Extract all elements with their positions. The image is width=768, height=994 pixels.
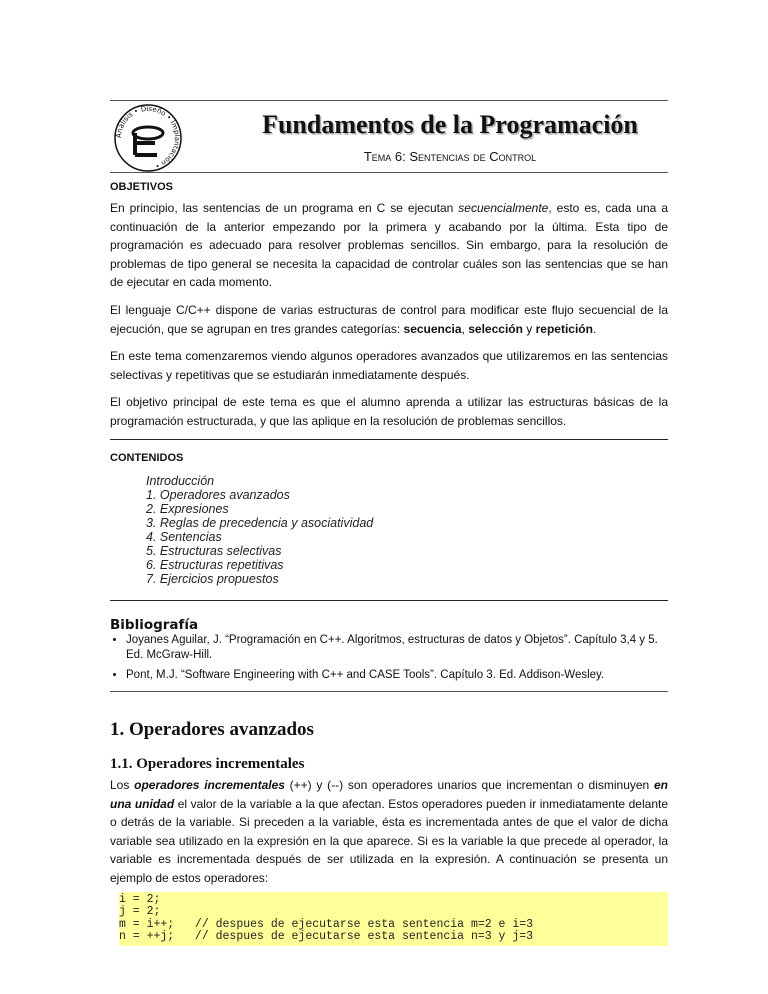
contents-item: 3. Reglas de precedencia y asociatividad xyxy=(146,515,374,530)
emphasis: en una unidad xyxy=(110,778,668,811)
code-example xyxy=(119,892,668,946)
code-line: i = 2; xyxy=(119,892,161,906)
contenidos-section xyxy=(110,452,668,586)
document-title: Fundamentos de la Programación xyxy=(262,110,638,139)
contents-item: Introducción xyxy=(146,473,215,488)
subsection-heading: 1.1. Operadores incrementales xyxy=(110,756,305,773)
text: , xyxy=(461,321,469,336)
contents-item: 4. Sentencias xyxy=(146,529,222,544)
bibliography-item: • Joyanes Aguilar, J. “Programación en C++. Algoritmos, estructuras de datos y Objetos”. Capítulo 3,4 y 5. Ed. McGraw-Hill. xyxy=(126,633,668,664)
text: el valor de la variable a la que afectan. Estos operadores pueden ir inmediatamente delante o detrás de la variable. Si preceden a la variable, ésta es incrementada antes de que el valor de dicha variable sea utilizado en la expresión en la que aparece. Si es la variable la que precede al operador, la variable es incrementada después de ser utilizada en la expresión. A continuación se presenta un ejemplo de estos operadores: xyxy=(110,796,668,885)
bibliography-list xyxy=(110,633,668,684)
objetivos-rule xyxy=(110,439,668,440)
contents-item: 7. Ejercicios propuestos xyxy=(146,571,279,586)
text: . xyxy=(592,321,597,336)
objetivos-heading: OBJETIVOS xyxy=(110,181,173,193)
document-subtitle: Tema 6: Sentencias de Control xyxy=(363,149,537,164)
header-top-rule xyxy=(110,100,668,101)
emphasis: secuencialmente xyxy=(458,201,549,215)
incrementales-paragraph xyxy=(110,776,668,888)
code-line: m = i++; // despues de ejecutarse esta sentencia m=2 e i=3 xyxy=(119,917,534,931)
section-heading: 1. Operadores avanzados xyxy=(110,719,314,741)
bibliografia-heading: Bibliografía xyxy=(110,616,199,633)
contents-item: 6. Estructuras repetitivas xyxy=(146,557,284,572)
text: En principio, las sentencias de un programa en C se ejecutan xyxy=(110,201,459,215)
text: El lenguaje C/C++ dispone de varias estructuras de control para modificar este flujo secuencial de la ejecución, que se agrupan en tres grandes categorías: xyxy=(110,302,668,336)
objetivos-paragraph-4: El objetivo principal de este tema es que el alumno aprenda a utilizar las estructuras básicas de la programación estructurada, y que las aplique en la resolución de problemas sencillos. xyxy=(110,395,668,428)
bibliografia-section xyxy=(110,617,668,684)
contenidos-rule xyxy=(110,600,668,601)
contents-item: 1. Operadores avanzados xyxy=(146,487,290,502)
bibliografia-rule xyxy=(110,691,668,692)
text: (++) y (--) son operadores unarios que incrementan o disminuyen xyxy=(284,778,654,793)
bibliography-item: • Pont, M.J. “Software Engineering with C++ and CASE Tools”. Capítulo 3. Ed. Addison-Wesley. xyxy=(126,668,668,684)
emphasis: operadores incrementales xyxy=(134,778,285,793)
contents-item: 5. Estructuras selectivas xyxy=(146,543,282,558)
code-line: n = ++j; // despues de ejecutarse esta sentencia n=3 y j=3 xyxy=(119,930,534,944)
contenidos-heading: CONTENIDOS xyxy=(110,451,184,464)
contents-list xyxy=(146,474,668,586)
objetivos-paragraph-1 xyxy=(110,199,668,292)
contents-item: 2. Expresiones xyxy=(146,501,229,516)
text: Los xyxy=(110,778,135,793)
keyword-seleccion: selección xyxy=(468,321,523,336)
objetivos-paragraph-3: En este tema comenzaremos viendo algunos operadores avanzados que utilizaremos en las sentencias selectivas y repetitivas que se estudiarán inmediatamente después. xyxy=(110,349,668,382)
text: , esto es, cada una a continuación de la anterior empezando por la primera y acabando por la última. Esta tipo de programación es adecuado para resolver problemas sencillos. Sin embargo, para la resolución de problemas de tipo general se necesita la capacidad de controlar cuáles son las sentencias que se han de ejecutar en cada momento. xyxy=(110,201,668,290)
document-body xyxy=(110,181,668,946)
text: y xyxy=(522,321,536,336)
analisis-diseno-implantacion-logo xyxy=(113,103,183,173)
header-bottom-rule xyxy=(110,172,668,173)
svg-text:Análisis • Diseño • Implantaci: Análisis • Diseño • Implantación • xyxy=(114,104,182,170)
keyword-repeticion: repetición xyxy=(535,321,593,336)
objetivos-paragraph-2 xyxy=(110,301,668,338)
code-line: j = 2; xyxy=(119,905,161,919)
objetivos-section xyxy=(110,181,668,431)
keyword-secuencia: secuencia xyxy=(403,321,462,336)
